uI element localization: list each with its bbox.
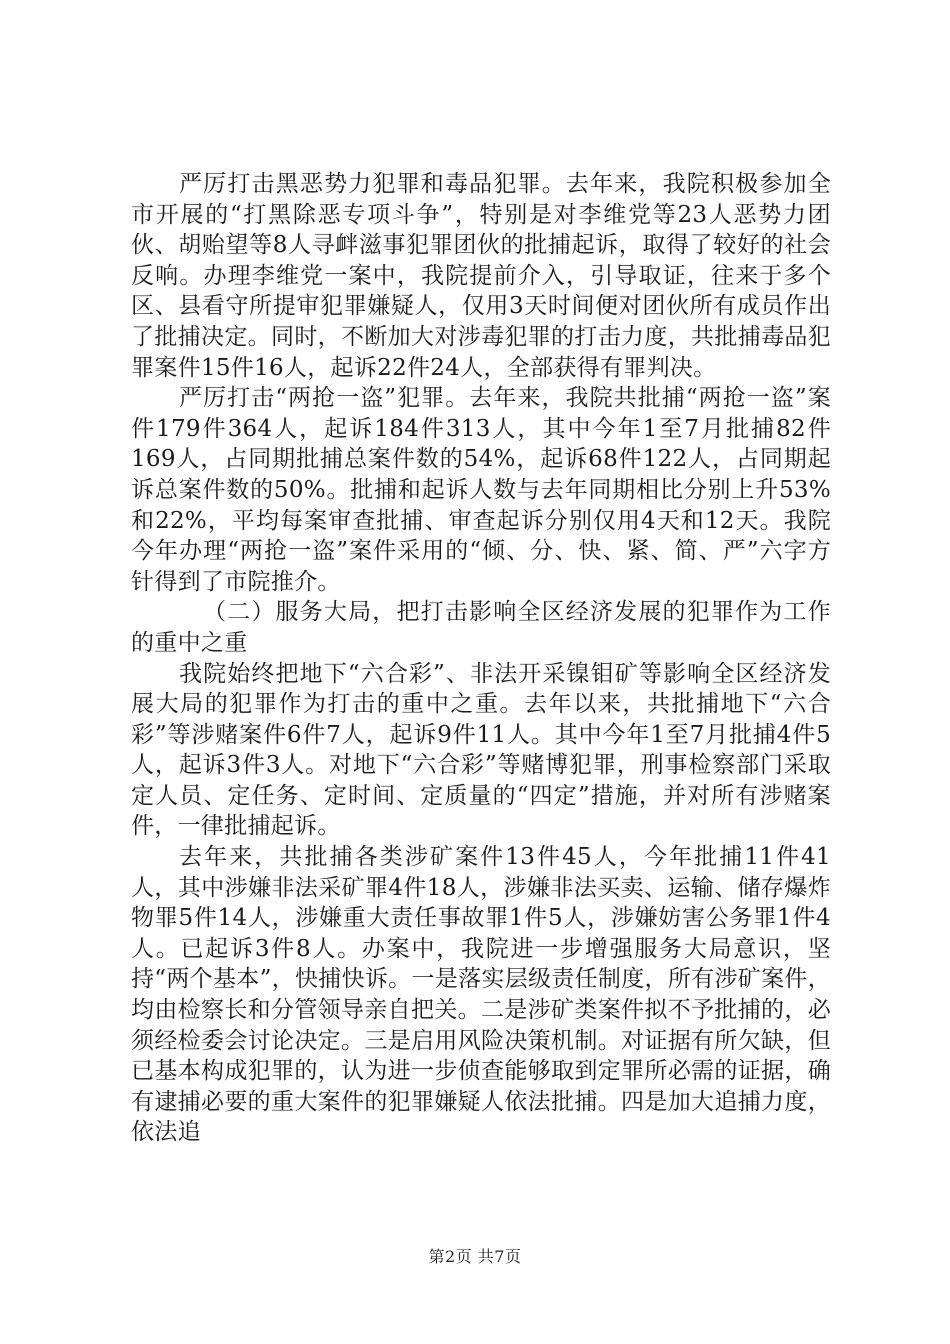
paragraph-crackdown-gangs-drugs: 严厉打击黑恶势力犯罪和毒品犯罪。去年来，我院积极参加全市开展的“打黑除恶专项斗争”，特别是对李维党等23人恶势力团伙、胡贻望等8人寻衅滋事犯罪团伙的批捕起诉，取得了较好的社会反响。办理李维党一案中，我院提前介入，引导取证，往来于多个区、县看守所提审犯罪嫌疑人，仅用3天时间便对团伙所有成员作出了批捕决定。同时，不断加大对涉毒犯罪的打击力度，共批捕毒品犯罪案件15件16人，起诉22件24人，全部获得有罪判决。 [131, 171, 831, 381]
paragraph-gambling-mining-crimes: 我院始终把地下“六合彩”、非法开采镍钼矿等影响全区经济发展大局的犯罪作为打击的重中之重。去年以来，共批捕地下“六合彩”等涉赌案件6件7人，起诉9件11人。其中今年1至7月批捕4件5人，起诉3件3人。对地下“六合彩”等赌博犯罪，刑事检察部门采取定人员、定任务、定时间、定质量的“四定”措施，并对所有涉赌案件，一律批捕起诉。 [131, 660, 831, 840]
page-number-footer: 第2页 共7页 [428, 1247, 522, 1266]
paragraph-mining-cases: 去年来，共批捕各类涉矿案件13件45人，今年批捕11件41人，其中涉嫌非法采矿罪4件18人，涉嫌非法买卖、运输、储存爆炸物罪5件14人，涉嫌重大责任事故罪1件5人，涉嫌妨害公务罪1件4人。已起诉3件8人。办案中，我院进一步增强服务大局意识，坚持“两个基本”，快捕快诉。一是落实层级责任制度，所有涉矿案件，均由检察长和分管领导亲自把关。二是涉矿类案件拟不予批捕的，必须经检委会讨论决定。三是启用风险决策机制。对证据有所欠缺，但已基本构成犯罪的，认为进一步侦查能够取到定罪所必需的证据，确有逮捕必要的重大案件的犯罪嫌疑人依法批捕。四是加大追捕力度，依法追 [131, 844, 831, 1146]
section-heading-serve-overall: （二）服务大局，把打击影响全区经济发展的犯罪作为工作的重中之重 [131, 599, 831, 656]
document-body [131, 169, 831, 1148]
paragraph-crackdown-robbery-theft: 严厉打击“两抢一盗”犯罪。去年来，我院共批捕“两抢一盗”案件179件364人，起诉184件313人，其中今年1至7月批捕82件169人，占同期批捕总案件数的54%，起诉68件122人，占同期起诉总案件数的50%。批捕和起诉人数与去年同期相比分别上升53%和22%，平均每案审查批捕、审查起诉分别仅用4天和12天。我院今年办理“两抢一盗”案件采用的“倾、分、快、紧、简、严”六字方针得到了市院推介。 [131, 385, 831, 595]
